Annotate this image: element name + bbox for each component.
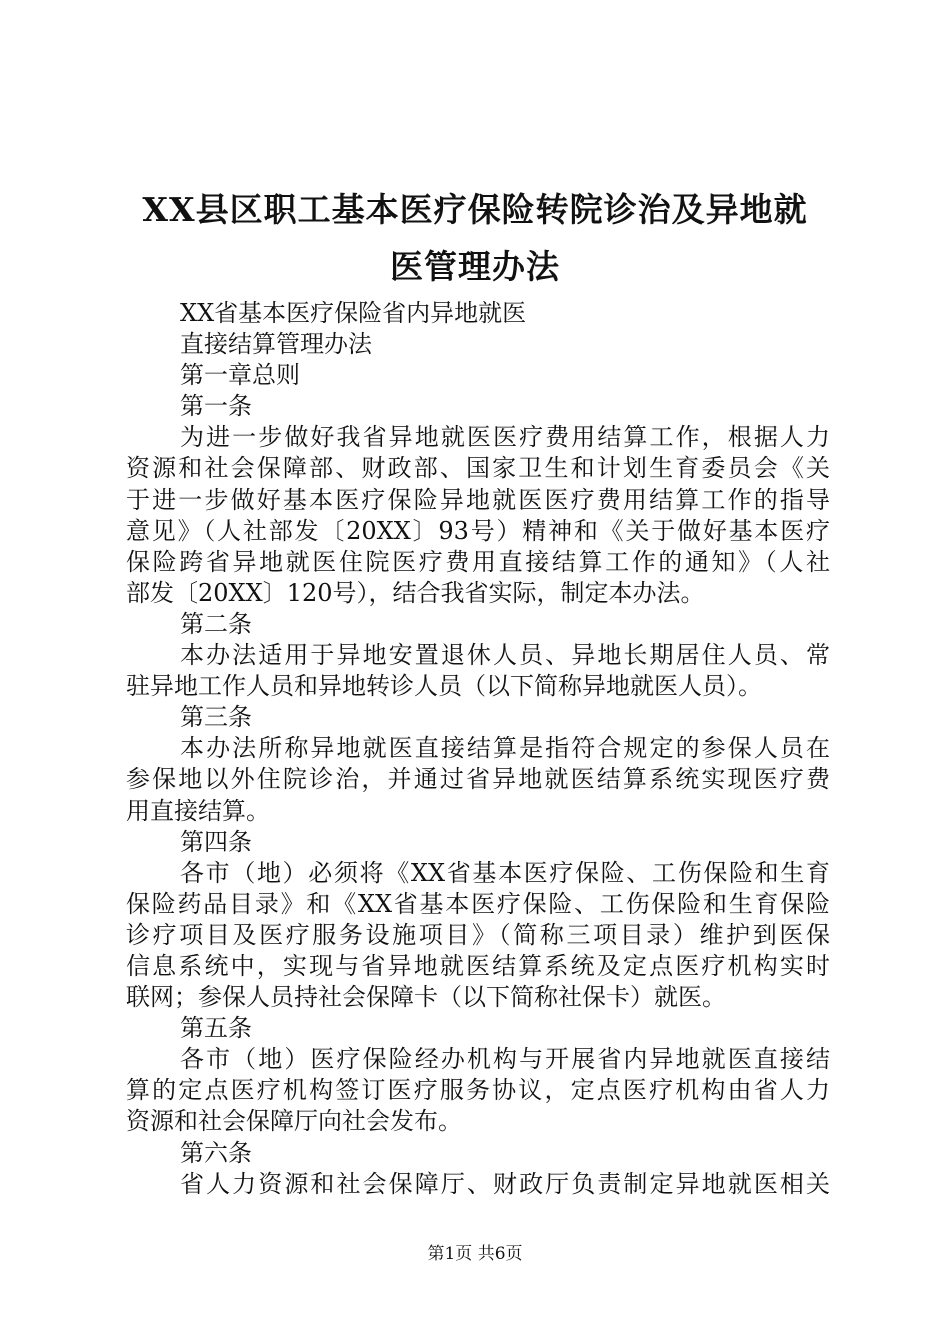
body-line: 为进一步做好我省异地就医医疗费用结算工作，根据人力 [180,423,830,452]
body-line: 保险跨省异地就医住院医疗费用直接结算工作的通知》（人社 [126,547,830,576]
body-line: 用直接结算。 [126,796,270,825]
body-line: 第四条 [180,827,252,856]
body-line: 各市（地）医疗保险经办机构与开展省内异地就医直接结 [180,1045,830,1074]
body-line: 联网；参保人员持社会保障卡（以下简称社保卡）就医。 [126,983,726,1012]
body-line: 第一章总则 [180,361,300,390]
body-line: 意见》（人社部发〔20XX〕93号）精神和《关于做好基本医疗 [126,516,830,545]
body-line: 本办法适用于异地安置退休人员、异地长期居住人员、常 [180,641,830,670]
body-line: 算的定点医疗机构签订医疗服务协议，定点医疗机构由省人力 [126,1076,830,1105]
document-title-line-2: 医管理办法 [390,247,560,286]
document-body [126,298,830,1200]
body-line: 第三条 [180,703,252,732]
body-line: 本办法所称异地就医直接结算是指符合规定的参保人员在 [180,734,830,763]
body-line: 省人力资源和社会保障厅、财政厅负责制定异地就医相关 [180,1169,830,1198]
body-line: 参保地以外住院诊治，并通过省异地就医结算系统实现医疗费 [126,765,830,794]
body-line: 资源和社会保障厅向社会发布。 [126,1107,462,1136]
document-title-line-1: XX县区职工基本医疗保险转院诊治及异地就 [142,190,808,229]
body-line: 第一条 [180,392,252,421]
body-line: 直接结算管理办法 [180,330,372,359]
body-line: 资源和社会保障部、财政部、国家卫生和计划生育委员会《关 [126,454,830,483]
body-line: 第五条 [180,1014,252,1043]
body-line: 第二条 [180,609,252,638]
body-line: 诊疗项目及医疗服务设施项目》（简称三项目录）维护到医保 [126,920,830,949]
body-line: 部发〔20XX〕120号），结合我省实际，制定本办法。 [126,578,705,607]
body-line: 于进一步做好基本医疗保险异地就医医疗费用结算工作的指导 [126,485,830,514]
body-line: 第六条 [180,1138,252,1167]
body-line: 信息系统中，实现与省异地就医结算系统及定点医疗机构实时 [126,951,830,980]
body-line: XX省基本医疗保险省内异地就医 [180,299,527,327]
body-line: 驻异地工作人员和异地转诊人员（以下简称异地就医人员）。 [126,672,762,701]
body-line: 保险药品目录》和《XX省基本医疗保险、工伤保险和生育保险 [126,889,830,918]
body-line: 各市（地）必须将《XX省基本医疗保险、工伤保险和生育 [180,858,830,887]
page-footer: 第1页 共6页 [427,1244,523,1264]
